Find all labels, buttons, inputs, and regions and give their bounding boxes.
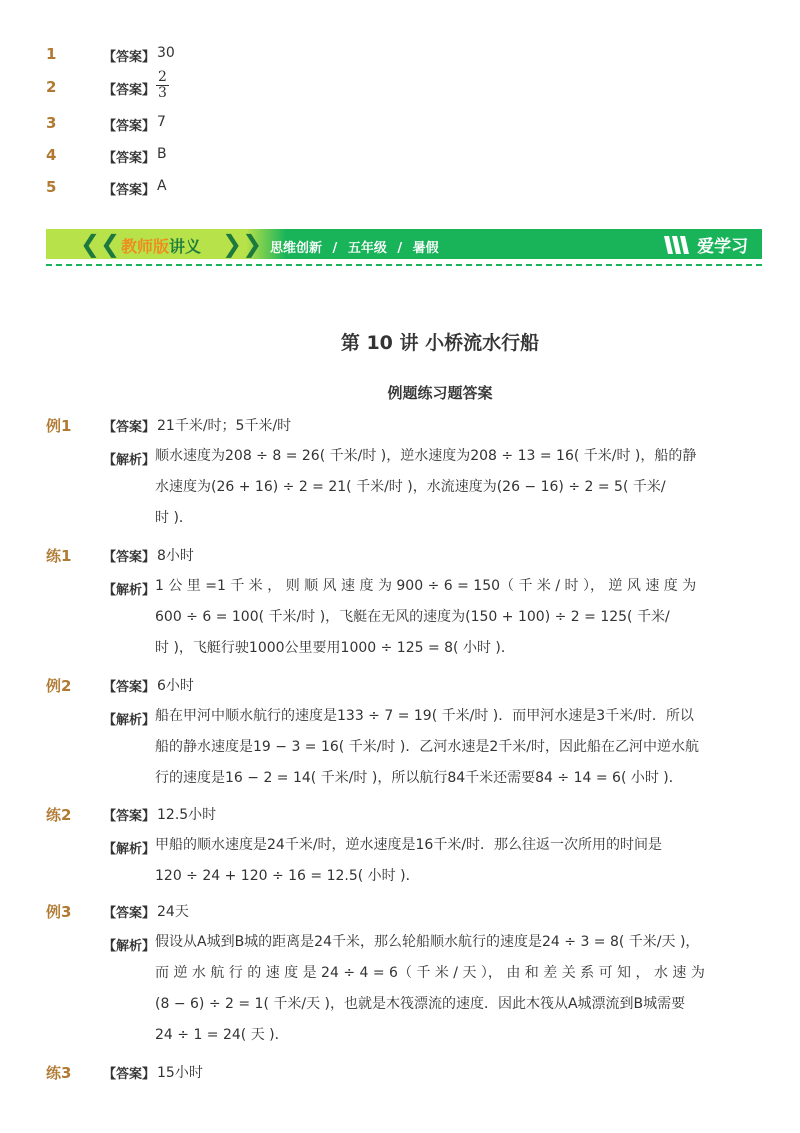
item-label-pr2: 练2 [46,806,72,824]
item-label-ex1: 例1 [46,417,72,435]
brand-stripes-icon [664,234,692,256]
answer-value: 8小时 [157,548,194,564]
fraction-denominator: 3 [158,85,167,101]
answer-tag: 【答案】 [103,680,156,695]
answer-value: 15小时 [157,1065,203,1081]
analysis-text [155,701,715,794]
analysis-tag: 【解析】 [103,453,156,468]
analysis-line: 船在甲河中顺水航行的速度是133 ÷ 7 = 19( 千米/时 )．而甲河水速是3千米/时．所以 [155,708,694,724]
breadcrumb-separator: / [397,241,403,256]
answer-value-4: B [157,146,167,162]
question-number-5: 5 [46,178,57,196]
answer-tag: 【答案】 [103,809,156,824]
analysis-line: 时 )． [155,510,193,526]
answer-tag: 【答案】 [103,550,156,565]
analysis-line: 船的静水速度是19 − 3 = 16( 千米/时 )．乙河水速是2千米/时，因此船在乙河中逆水航 [155,739,699,755]
analysis-line: 时 )，飞艇行驶1000公里要用1000 ÷ 125 = 8( 小时 )． [155,640,515,656]
answer-tag-3: 【答案】 [103,119,156,134]
analysis-line: 1 公 里 =1 千 米 ， 则 顺 风 速 度 为 900 ÷ 6 = 150（ 千 米 / 时 ）， 逆 风 速 度 为 [155,578,697,594]
analysis-line: 600 ÷ 6 = 100( 千米/时 )，飞艇在无风的速度为(150 + 100) ÷ 2 = 125( 千米/ [155,609,670,625]
question-number-2: 2 [46,78,57,96]
analysis-line: 而 逆 水 航 行 的 速 度 是 24 ÷ 4 = 6（ 千 米 / 天 ）， 由 和 差 关 系 可 知 ， 水 速 为 [155,965,705,981]
answer-tag-2: 【答案】 [103,83,156,98]
answer-value: 12.5小时 [157,807,217,823]
analysis-line: 甲船的顺水速度是24千米/时，逆水速度是16千米/时．那么往返一次所用的时间是 [155,837,663,853]
item-label-ex3: 例3 [46,903,72,921]
brand-logo [664,232,748,257]
analysis-tag: 【解析】 [103,583,156,598]
analysis-text [155,830,715,892]
answer-tag: 【答案】 [103,1067,156,1082]
analysis-line: (8 − 6) ÷ 2 = 1( 千米/天 )，也就是木筏漂流的速度．因此木筏从A城漂流到B城需要 [155,996,686,1012]
answer-value-3: 7 [157,114,166,130]
answer-tag-4: 【答案】 [103,151,156,166]
breadcrumb-item-3: 暑假 [412,241,439,256]
analysis-line: 行的速度是16 − 2 = 14( 千米/时 )，所以航行84千米还需要84 ÷ 14 = 6( 小时 )． [155,770,683,786]
answer-fraction-2 [156,70,169,101]
breadcrumb [270,237,439,256]
item-label-ex2: 例2 [46,677,72,695]
analysis-line: 120 ÷ 24 + 120 ÷ 16 = 12.5( 小时 )． [155,868,420,884]
section-title: 例题练习题答案 [387,384,493,402]
fraction-numerator: 2 [158,69,167,85]
banner-dotted-divider [46,264,762,266]
analysis-line: 24 ÷ 1 = 24( 天 )． [155,1027,289,1043]
fraction [156,70,169,101]
analysis-text [155,571,715,664]
analysis-tag: 【解析】 [103,939,156,954]
analysis-line: 假设从A城到B城的距离是24千米，那么轮船顺水航行的速度是24 ÷ 3 = 8( 千米/天 )， [155,934,700,950]
lecture-title: 第 10 讲 小桥流水行船 [340,332,540,354]
analysis-line: 水速度为(26 + 16) ÷ 2 = 21( 千米/时 )，水流速度为(26 − 16) ÷ 2 = 5( 千米/ [155,479,666,495]
answer-value-5: A [157,178,167,194]
analysis-line: 顺水速度为208 ÷ 8 = 26( 千米/时 )，逆水速度为208 ÷ 13 = 16( 千米/时 )，船的静 [155,448,697,464]
banner-title-b: 讲义 [169,237,202,256]
item-label-pr1: 练1 [46,547,72,565]
answer-value-1: 30 [157,45,175,61]
question-number-1: 1 [46,45,57,63]
answer-value: 21千米/时；5千米/时 [157,418,292,434]
answer-tag-1: 【答案】 [103,50,156,65]
analysis-text [155,927,715,1051]
question-number-3: 3 [46,114,57,132]
double-chevron-right-icon: ❯❯ [222,230,263,258]
brand-name: 爱学习 [697,237,749,257]
breadcrumb-item-2: 五年级 [347,241,387,256]
analysis-tag: 【解析】 [103,713,156,728]
answer-tag: 【答案】 [103,420,156,435]
answer-value: 6小时 [157,678,194,694]
breadcrumb-item-1: 思维创新 [270,241,323,256]
answer-tag-5: 【答案】 [103,183,156,198]
analysis-tag: 【解析】 [103,842,156,857]
answer-value: 24天 [157,904,189,920]
answer-tag: 【答案】 [103,906,156,921]
question-number-4: 4 [46,146,57,164]
breadcrumb-separator: / [332,241,338,256]
banner-title-a: 教师版 [121,237,170,256]
analysis-text [155,441,715,534]
banner-title [121,234,201,257]
item-label-pr3: 练3 [46,1064,72,1082]
double-chevron-left-icon: ❮❮ [80,230,121,258]
